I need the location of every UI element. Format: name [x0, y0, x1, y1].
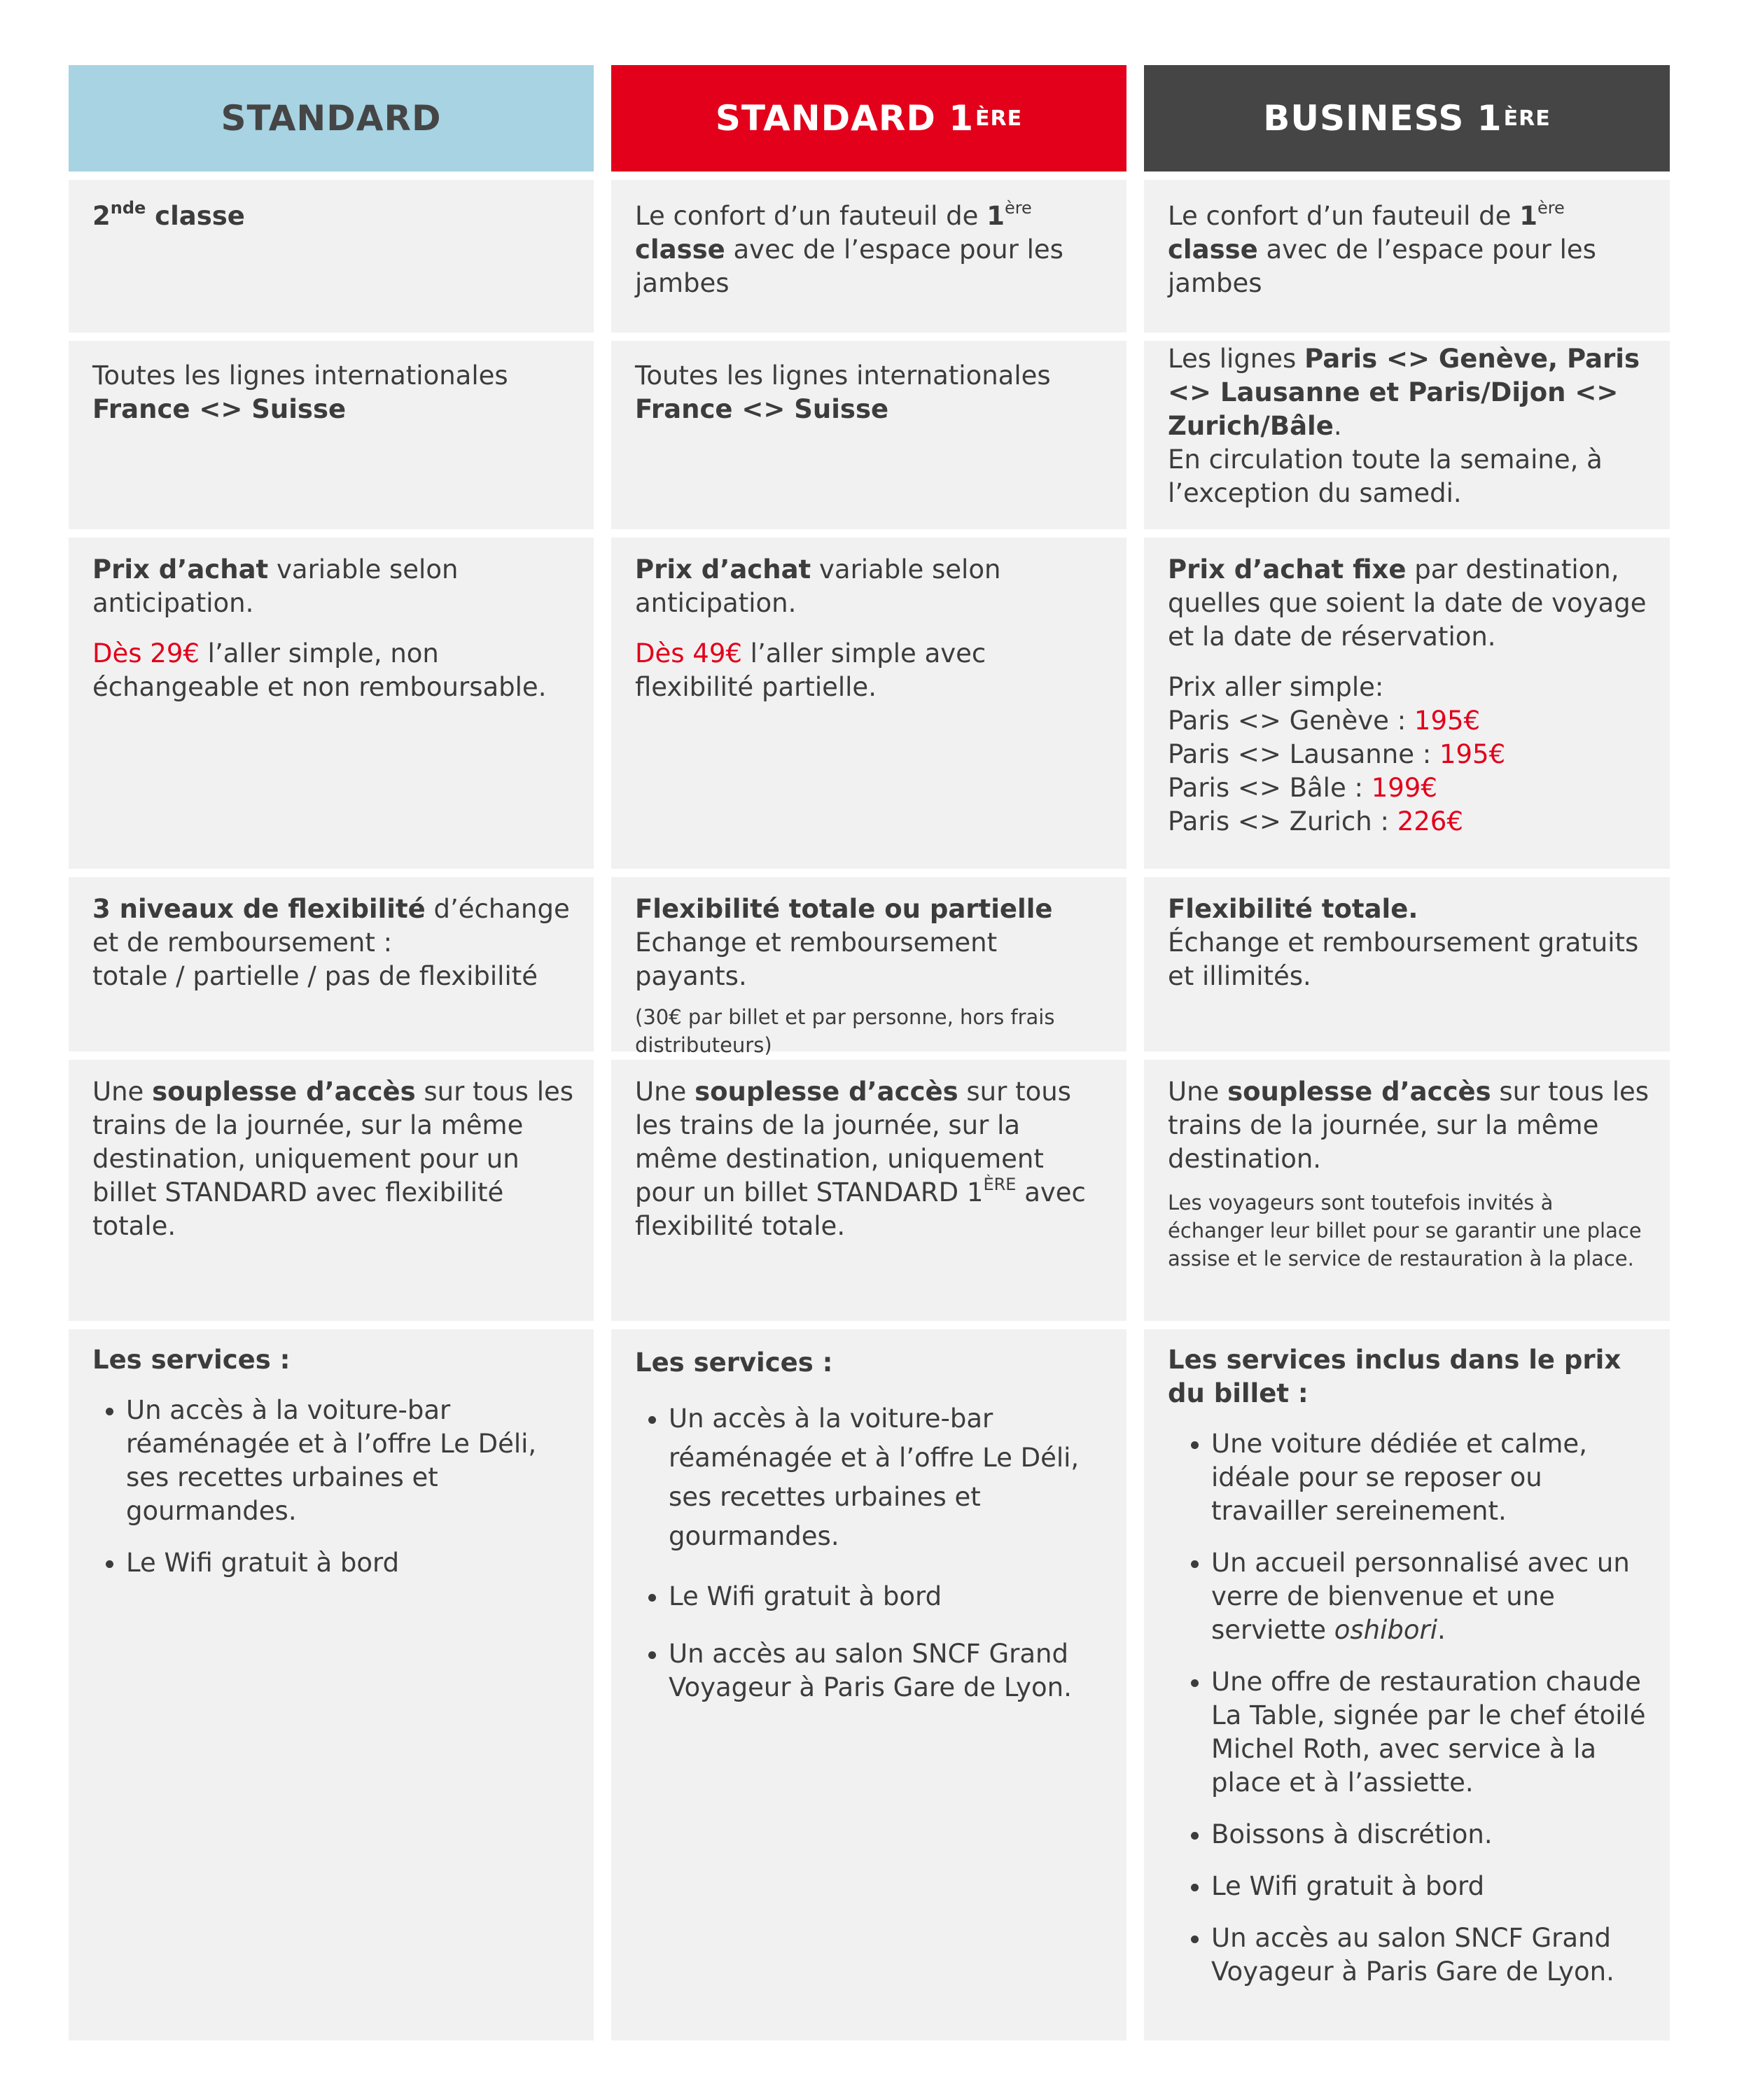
route-price-line	[1168, 738, 1650, 771]
s1-access-pre: Une	[635, 1077, 695, 1107]
list-item	[1211, 1546, 1650, 1647]
b-item2-italic: oshibori	[1334, 1615, 1437, 1645]
s1-services-title: Les services :	[635, 1348, 833, 1378]
route-price: 195€	[1439, 739, 1506, 769]
header-standard	[69, 65, 594, 172]
b-access-pre: Une	[1168, 1077, 1228, 1107]
s1-access-post: avec flexibilité totale.	[635, 1177, 1086, 1241]
cell-standard-lines	[69, 341, 594, 529]
s1-lines-bold: France <> Suisse	[635, 394, 889, 424]
header-business-label: BUSINESS 1	[1263, 98, 1502, 139]
header-standard-1ere-label: STANDARD 1	[715, 98, 975, 139]
route-label: Paris <> Genève :	[1168, 706, 1414, 736]
s1-comfort-sup: ère	[1004, 198, 1032, 218]
s1-flex-bold: Flexibilité totale ou partielle	[635, 894, 1053, 924]
b-price-title: Prix aller simple:	[1168, 672, 1384, 702]
b-lines-bold: Paris <> Genève, Paris <> Lausanne et Paris/Dijon <> Zurich/Bâle	[1168, 344, 1640, 441]
b-item2-text: Un accueil personnalisé avec un verre de bienvenue et une serviette	[1211, 1548, 1630, 1645]
cell-standard-price	[69, 538, 594, 869]
s1-flex-text: Echange et remboursement payants.	[635, 927, 998, 991]
std-flex-text2: totale / partielle / pas de flexibilité	[92, 961, 538, 991]
cell-standard1-services	[611, 1329, 1126, 2040]
std-class-number: 2	[92, 201, 111, 231]
b-lines-post: .	[1333, 411, 1342, 441]
s1-comfort-text: Le confort d’un fauteuil de	[635, 201, 987, 231]
b-price-text: par destination, quelles que soient la date de voyage et la date de réservation.	[1168, 554, 1647, 652]
cell-business-price	[1144, 538, 1670, 869]
header-standard-label: STANDARD	[221, 98, 442, 139]
cell-standard-access	[69, 1060, 594, 1321]
s1-price-text2: l’aller simple avec flexibilité partielle.	[635, 638, 986, 702]
header-standard-1ere	[611, 65, 1126, 172]
s1-price-bold: Prix d’achat	[635, 554, 811, 584]
list-item: • Un accès au salon SNCF Grand Voyageur à Paris Gare de Lyon.	[1211, 1921, 1650, 1989]
std-access-bold: souplesse d’accès	[152, 1077, 416, 1107]
b-comfort-post: avec de l’espace pour les jambes	[1168, 234, 1596, 298]
cell-standard1-comfort	[611, 180, 1126, 332]
std-price-text: variable selon anticipation.	[92, 554, 459, 618]
s1-access-mid: sur tous les trains de la journée, sur la même destination, uniquement pour un billet STANDARD 1	[635, 1077, 1071, 1208]
b-access-bold: souplesse d’accès	[1227, 1077, 1491, 1107]
b-comfort-bold-1: 1	[1519, 201, 1537, 231]
list-item: • Boissons à discrétion.	[1211, 1818, 1650, 1851]
route-price: 226€	[1397, 806, 1463, 836]
b-item2-post: .	[1437, 1615, 1446, 1645]
std-price-text2: l’aller simple, non échangeable et non remboursable.	[92, 638, 547, 702]
cell-standard-flex	[69, 877, 594, 1051]
s1-flex-small: (30€ par billet et par personne, hors frais distributeurs)	[635, 1005, 1055, 1057]
route-label: Paris <> Bâle :	[1168, 773, 1372, 803]
s1-access-sup: ÈRE	[983, 1175, 1017, 1194]
std-class-label: classe	[146, 201, 245, 231]
b-services-list	[1168, 1427, 1650, 1989]
b-access-post: sur tous les trains de la journée, sur la même destination.	[1168, 1077, 1649, 1174]
list-item: • Le Wifi gratuit à bord	[669, 1577, 1107, 1616]
list-item: • Un accès au salon SNCF Grand Voyageur à Paris Gare de Lyon.	[669, 1637, 1107, 1704]
std-price-bold: Prix d’achat	[92, 554, 269, 584]
std-flex-text: d’échange et de remboursement :	[92, 894, 570, 958]
cell-standard1-lines	[611, 341, 1126, 529]
route-price: 195€	[1414, 706, 1481, 736]
std-access-pre: Une	[92, 1077, 153, 1107]
b-price-bold: Prix d’achat fixe	[1168, 554, 1407, 584]
s1-access-bold: souplesse d’accès	[695, 1077, 958, 1107]
std-services-list	[92, 1394, 574, 1580]
route-price: 199€	[1371, 773, 1437, 803]
s1-services-list	[635, 1399, 1107, 1704]
std-services-title: Les services :	[92, 1345, 291, 1375]
b-flex-text: Échange et remboursement gratuits et illimités.	[1168, 927, 1639, 991]
cell-standard1-flex	[611, 877, 1126, 1057]
cell-business-comfort	[1144, 180, 1670, 332]
header-standard-1ere-sup: ÈRE	[975, 106, 1023, 131]
header-business-sup: ÈRE	[1503, 106, 1551, 131]
cell-standard1-price	[611, 538, 1126, 869]
b-comfort-text: Le confort d’un fauteuil de	[1168, 201, 1520, 231]
s1-price-text: variable selon anticipation.	[635, 554, 1001, 618]
s1-comfort-post: avec de l’espace pour les jambes	[635, 234, 1063, 298]
cell-business-services	[1144, 1329, 1670, 2040]
b-lines-text2: En circulation toute la semaine, à l’exception du samedi.	[1168, 444, 1603, 508]
cell-business-access	[1144, 1060, 1670, 1321]
std-flex-bold: 3 niveaux de flexibilité	[92, 894, 426, 924]
list-item: • Le Wifi gratuit à bord	[1211, 1870, 1650, 1903]
b-comfort-bold-2: classe	[1168, 234, 1258, 265]
b-flex-bold: Flexibilité totale.	[1168, 894, 1418, 924]
route-price-line	[1168, 704, 1650, 738]
list-item: • Le Wifi gratuit à bord	[126, 1546, 574, 1580]
std-lines-bold: France <> Suisse	[92, 394, 347, 424]
cell-standard-services	[69, 1329, 594, 2040]
route-price-line	[1168, 805, 1650, 839]
b-lines-pre: Les lignes	[1168, 344, 1305, 374]
route-label: Paris <> Zurich :	[1168, 806, 1397, 836]
list-item: • Un accès à la voiture-bar réaménagée et à l’offre Le Déli, ses recettes urbaines et gourmandes.	[126, 1394, 574, 1528]
comparison-table	[69, 65, 1670, 2040]
std-price-red: Dès 29€	[92, 638, 200, 668]
route-price-line	[1168, 771, 1650, 805]
cell-standard1-access	[611, 1060, 1126, 1321]
list-item: • Une voiture dédiée et calme, idéale pour se reposer ou travailler sereinement.	[1211, 1427, 1650, 1528]
b-comfort-sup: ère	[1537, 198, 1565, 218]
cell-business-lines	[1144, 341, 1670, 529]
s1-comfort-bold-1: 1	[986, 201, 1005, 231]
b-access-small: Les voyageurs sont toutefois invités à échanger leur billet pour se garantir une place assise et le service de restauration à la place.	[1168, 1191, 1642, 1270]
list-item: • Une offre de restauration chaude La Table, signée par le chef étoilé Michel Roth, avec service à la place et à l’assiette.	[1211, 1665, 1650, 1800]
cell-business-flex	[1144, 877, 1670, 1051]
b-services-title: Les services inclus dans le prix du billet :	[1168, 1345, 1621, 1408]
std-class-sup: nde	[110, 198, 146, 218]
cell-standard-comfort	[69, 180, 594, 332]
s1-comfort-bold-2: classe	[635, 234, 725, 265]
s1-lines-text: Toutes les lignes internationales	[635, 360, 1051, 391]
std-lines-text: Toutes les lignes internationales	[92, 360, 508, 391]
std-access-post: sur tous les trains de la journée, sur la même destination, uniquement pour un billet STANDARD avec flexibilité totale.	[92, 1077, 574, 1241]
header-business-1ere	[1144, 65, 1670, 172]
s1-price-red: Dès 49€	[635, 638, 742, 668]
list-item: • Un accès à la voiture-bar réaménagée et à l’offre Le Déli, ses recettes urbaines et gourmandes.	[669, 1399, 1107, 1556]
route-label: Paris <> Lausanne :	[1168, 739, 1439, 769]
